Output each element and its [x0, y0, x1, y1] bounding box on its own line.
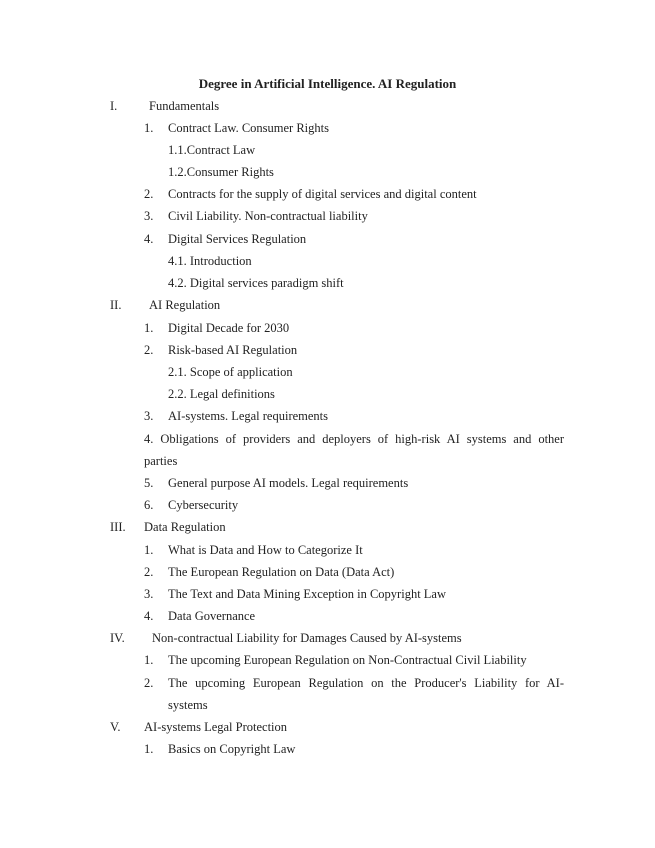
- item-number: 1.: [144, 321, 154, 335]
- section-numeral: V.: [110, 720, 121, 734]
- subitem-text: 2.1. Scope of application: [168, 365, 293, 379]
- section-heading: Fundamentals: [149, 99, 220, 113]
- section-numeral: III.: [110, 520, 126, 534]
- item-text: The Text and Data Mining Exception in Copyright Law: [168, 587, 447, 601]
- item-number: 5.: [144, 476, 154, 490]
- item-text: Obligations of providers and deployers of high-risk AI systems and other: [160, 432, 564, 446]
- item-number: 2.: [144, 565, 154, 579]
- subitem-text: 4.2. Digital services paradigm shift: [168, 276, 344, 290]
- section-heading: Non-contractual Liability for Damages Caused by AI-systems: [152, 631, 462, 645]
- item-text: The upcoming European Regulation on Non-Contractual Civil Liability: [168, 653, 527, 667]
- item-text: Basics on Copyright Law: [168, 742, 296, 756]
- item-text: AI-systems. Legal requirements: [168, 409, 329, 423]
- item-number: 1.: [144, 742, 154, 756]
- item-number: 4.: [144, 609, 154, 623]
- item-number: 2.: [144, 187, 154, 201]
- item-text: Data Governance: [168, 609, 256, 623]
- item-text: Cybersecurity: [168, 498, 239, 512]
- item-number: 3.: [144, 409, 154, 423]
- item-text: Digital Decade for 2030: [168, 321, 290, 335]
- item-number: 2.: [144, 676, 154, 690]
- item-text: Digital Services Regulation: [168, 232, 307, 246]
- item-number: 4.: [144, 432, 154, 446]
- item-text: The upcoming European Regulation on the Producer's Liability for AI-: [168, 676, 564, 690]
- subitem-text: 1.2.Consumer Rights: [168, 165, 274, 179]
- item-number: 1.: [144, 543, 154, 557]
- section-numeral: II.: [110, 298, 122, 312]
- section-numeral: I.: [110, 99, 118, 113]
- item-text-continuation: parties: [144, 454, 178, 468]
- item-number: 1.: [144, 653, 154, 667]
- item-number: 4.: [144, 232, 154, 246]
- item-number: 1.: [144, 121, 154, 135]
- item-number: 3.: [144, 209, 154, 223]
- document-title: Degree in Artificial Intelligence. AI Regulation: [198, 76, 457, 91]
- item-text: Risk-based AI Regulation: [168, 343, 298, 357]
- item-text: Civil Liability. Non-contractual liability: [168, 209, 368, 223]
- item-text: General purpose AI models. Legal requirements: [168, 476, 409, 490]
- item-text: The European Regulation on Data (Data Act): [168, 565, 395, 579]
- item-text-continuation: systems: [168, 698, 208, 712]
- item-justified-line: [144, 431, 564, 447]
- section-heading: Data Regulation: [144, 520, 226, 534]
- item-text: What is Data and How to Categorize It: [168, 543, 363, 557]
- item-number: 2.: [144, 343, 154, 357]
- item-number: 3.: [144, 587, 154, 601]
- item-text: Contract Law. Consumer Rights: [168, 121, 329, 135]
- section-numeral: IV.: [110, 631, 125, 645]
- subitem-text: 2.2. Legal definitions: [168, 387, 275, 401]
- item-text: Contracts for the supply of digital services and digital content: [168, 187, 477, 201]
- section-heading: AI Regulation: [149, 298, 221, 312]
- section-heading: AI-systems Legal Protection: [144, 720, 288, 734]
- subitem-text: 1.1.Contract Law: [168, 143, 256, 157]
- subitem-text: 4.1. Introduction: [168, 254, 252, 268]
- item-number: 6.: [144, 498, 154, 512]
